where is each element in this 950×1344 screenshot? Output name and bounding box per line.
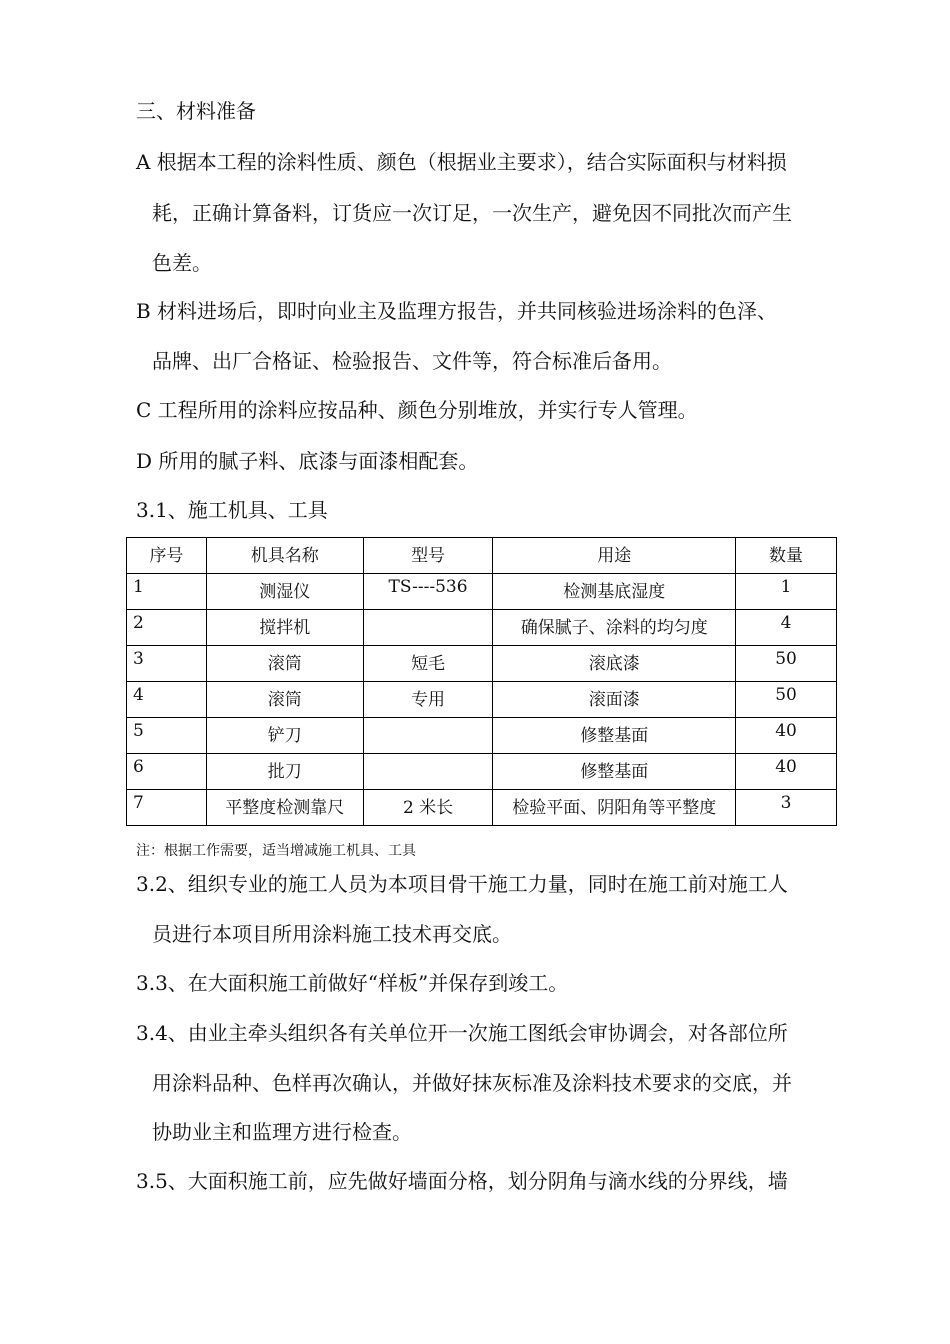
- cell-use: 检验平面、阴阳角等平整度: [493, 790, 736, 826]
- para-3-4-line3: 协助业主和监理方进行检查。: [152, 1120, 412, 1144]
- para-3-4-line1: 3.4、由业主牵头组织各有关单位开一次施工图纸会审协调会，对各部位所: [136, 1021, 788, 1045]
- cell-qty: 1: [736, 574, 837, 610]
- para-b-line1: B 材料进场后，即时向业主及监理方报告，并共同核验进场涂料的色泽、: [136, 299, 778, 323]
- table-row: [127, 646, 837, 682]
- cell-qty: 40: [736, 718, 837, 754]
- cell-use: 滚底漆: [493, 646, 736, 682]
- cell-no: 3: [127, 646, 207, 682]
- cell-model: 短毛: [363, 646, 493, 682]
- cell-model: TS----536: [363, 574, 493, 610]
- cell-use: 确保腻子、涂料的均匀度: [493, 610, 736, 646]
- para-a-line2: 耗，正确计算备料，订货应一次订足，一次生产，避免因不同批次而产生: [152, 201, 792, 225]
- cell-no: 7: [127, 790, 207, 826]
- cell-name: 测湿仪: [206, 574, 363, 610]
- cell-qty: 50: [736, 682, 837, 718]
- cell-use: 检测基底湿度: [493, 574, 736, 610]
- para-3-2-line1: 3.2、组织专业的施工人员为本项目骨干施工力量，同时在施工前对施工人: [136, 872, 788, 896]
- cell-qty: 3: [736, 790, 837, 826]
- para-a-line1: A 根据本工程的涂料性质、颜色（根据业主要求），结合实际面积与材料损: [136, 150, 787, 174]
- header-qty: 数量: [736, 538, 837, 574]
- cell-no: 5: [127, 718, 207, 754]
- cell-no: 4: [127, 682, 207, 718]
- para-3-4-line2: 用涂料品种、色样再次确认，并做好抹灰标准及涂料技术要求的交底，并: [152, 1071, 792, 1095]
- cell-use: 修整基面: [493, 754, 736, 790]
- table-note: 注：根据工作需要，适当增减施工机具、工具: [136, 843, 416, 859]
- section-title: 三、材料准备: [136, 99, 256, 123]
- para-a-line3: 色差。: [152, 251, 212, 275]
- cell-no: 1: [127, 574, 207, 610]
- cell-qty: 40: [736, 754, 837, 790]
- table-header-row: [127, 538, 837, 574]
- cell-model: 2 米长: [363, 790, 493, 826]
- cell-no: 2: [127, 610, 207, 646]
- para-3-2-line2: 员进行本项目所用涂料施工技术再交底。: [152, 922, 512, 946]
- table-row: [127, 790, 837, 826]
- cell-model: [363, 610, 493, 646]
- header-model: 型号: [363, 538, 493, 574]
- cell-name: 滚筒: [206, 682, 363, 718]
- table-row: [127, 718, 837, 754]
- table-row: [127, 682, 837, 718]
- cell-use: 滚面漆: [493, 682, 736, 718]
- para-3-3: 3.3、在大面积施工前做好“样板”并保存到竣工。: [136, 971, 569, 995]
- table-row: [127, 754, 837, 790]
- header-no: 序号: [127, 538, 207, 574]
- cell-qty: 4: [736, 610, 837, 646]
- header-use: 用途: [493, 538, 736, 574]
- table-row: [127, 610, 837, 646]
- table-row: [127, 574, 837, 610]
- para-3-5-line1: 3.5、大面积施工前，应先做好墙面分格，划分阴角与滴水线的分界线，墙: [136, 1169, 788, 1193]
- tools-table: [126, 537, 837, 826]
- cell-model: [363, 754, 493, 790]
- cell-use: 修整基面: [493, 718, 736, 754]
- para-c: C 工程所用的涂料应按品种、颜色分别堆放，并实行专人管理。: [136, 398, 698, 422]
- para-b-line2: 品牌、出厂合格证、检验报告、文件等，符合标准后备用。: [152, 349, 672, 373]
- header-name: 机具名称: [206, 538, 363, 574]
- cell-name: 滚筒: [206, 646, 363, 682]
- cell-name: 铲刀: [206, 718, 363, 754]
- cell-model: 专用: [363, 682, 493, 718]
- subsection-3-1: 3.1、施工机具、工具: [136, 498, 328, 522]
- cell-qty: 50: [736, 646, 837, 682]
- cell-name: 批刀: [206, 754, 363, 790]
- cell-no: 6: [127, 754, 207, 790]
- cell-name: 搅拌机: [206, 610, 363, 646]
- para-d: D 所用的腻子料、底漆与面漆相配套。: [136, 449, 479, 473]
- cell-name: 平整度检测靠尺: [206, 790, 363, 826]
- cell-model: [363, 718, 493, 754]
